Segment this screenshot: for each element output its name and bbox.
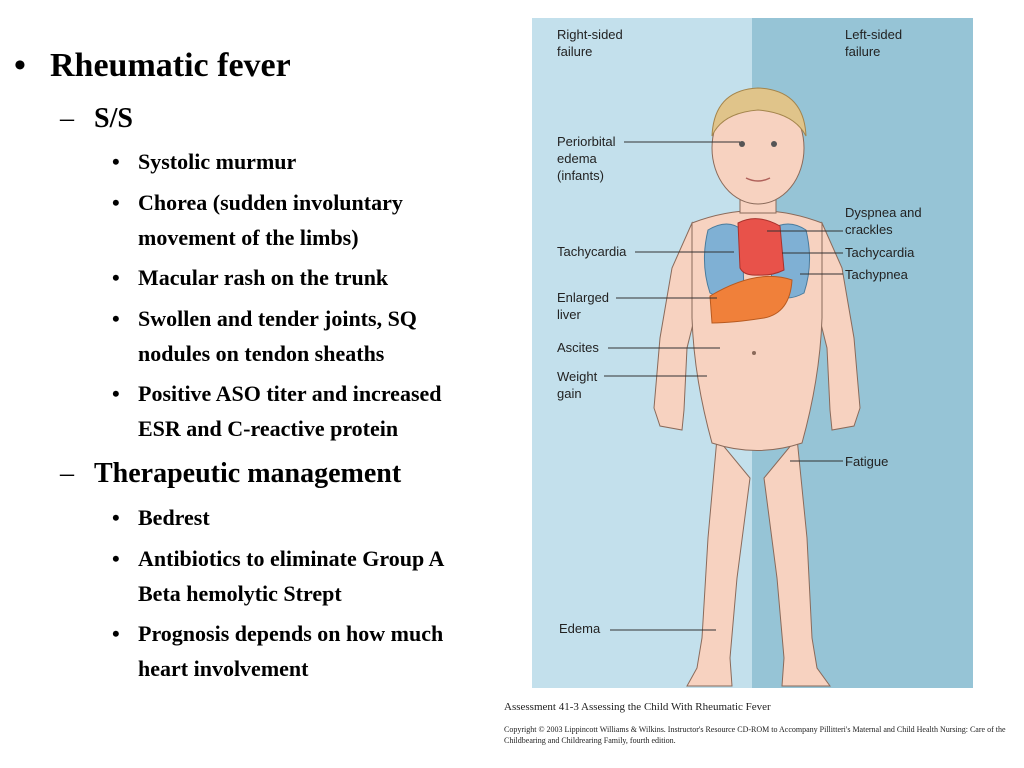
label-ascites: Ascites	[557, 340, 599, 355]
list-item-line: heart involvement	[138, 656, 309, 681]
bullet-marker: •	[112, 505, 120, 530]
slide-text	[0, 0, 496, 768]
dash-marker: –	[60, 458, 74, 489]
list-item-line: Beta hemolytic Strept	[138, 581, 342, 606]
panel-left-heading: Right-sided failure	[557, 27, 623, 59]
list-item-line: Antibiotics to eliminate Group A	[138, 546, 445, 571]
panel-right-heading: Left-sided failure	[845, 27, 903, 59]
section-ss	[60, 103, 133, 135]
right-eye	[771, 141, 777, 147]
bullet-marker: •	[112, 265, 120, 290]
section-management-label: Therapeutic management	[94, 458, 402, 489]
list-item	[112, 376, 442, 446]
label-weight-gain: Weight gain	[557, 369, 598, 401]
list-item-line: Bedrest	[138, 505, 210, 530]
list-item-line: ESR and C-reactive protein	[138, 416, 399, 441]
list-item-line: Positive ASO titer and increased	[138, 381, 442, 406]
list-item	[112, 185, 403, 255]
navel	[752, 351, 756, 355]
list-item	[112, 500, 210, 535]
heart	[738, 219, 784, 275]
bullet-marker: •	[112, 621, 120, 646]
list-item-line: Macular rash on the trunk	[138, 265, 389, 290]
bullet-marker: •	[112, 190, 120, 215]
label-edema: Edema	[559, 621, 601, 636]
label-tachypnea: Tachypnea	[845, 267, 908, 282]
list-item	[112, 616, 444, 686]
list-item-line: Swollen and tender joints, SQ	[138, 306, 417, 331]
bullet-marker: •	[112, 306, 120, 331]
left-leg	[687, 438, 750, 686]
section-ss-label: S/S	[94, 103, 133, 134]
bullet-marker: •	[112, 546, 120, 571]
list-item-line: Prognosis depends on how much	[138, 621, 444, 646]
list-item-line: Chorea (sudden involuntary	[138, 190, 403, 215]
list-item-line: movement of the limbs)	[138, 225, 359, 250]
list-item	[112, 144, 297, 179]
assessment-figure	[532, 18, 973, 688]
figure-caption: Assessment 41-3 Assessing the Child With Rheumatic Fever	[504, 701, 771, 713]
label-fatigue: Fatigue	[845, 454, 889, 469]
slide-title: Rheumatic fever	[50, 47, 291, 84]
label-tachycardia-left: Tachycardia	[557, 244, 627, 259]
list-item	[112, 301, 417, 371]
label-periorbital-edema: Periorbital edema (infants)	[557, 134, 616, 183]
list-item	[112, 541, 445, 611]
bullet-marker: •	[112, 149, 120, 174]
label-dyspnea-crackles: Dyspnea and crackles	[845, 205, 922, 237]
list-item-line: Systolic murmur	[138, 149, 297, 174]
label-tachycardia-right: Tachycardia	[845, 245, 915, 260]
label-enlarged-liver: Enlarged liver	[557, 290, 610, 322]
title-bullet	[14, 47, 291, 85]
section-management	[60, 458, 402, 490]
list-item-line: nodules on tendon sheaths	[138, 341, 385, 366]
bullet-marker: •	[112, 381, 120, 406]
copyright-notice: Copyright © 2003 Lippincott Williams & Wilkins. Instructor's Resource CD-ROM to Accompany Pillitteri's Maternal and Child Health Nursing: Care of the Childbearing and Childrearing Family, fourth edition.	[504, 725, 1006, 745]
list-item	[112, 260, 389, 295]
bullet-marker: •	[14, 47, 26, 84]
right-leg	[764, 438, 830, 686]
dash-marker: –	[60, 103, 74, 134]
